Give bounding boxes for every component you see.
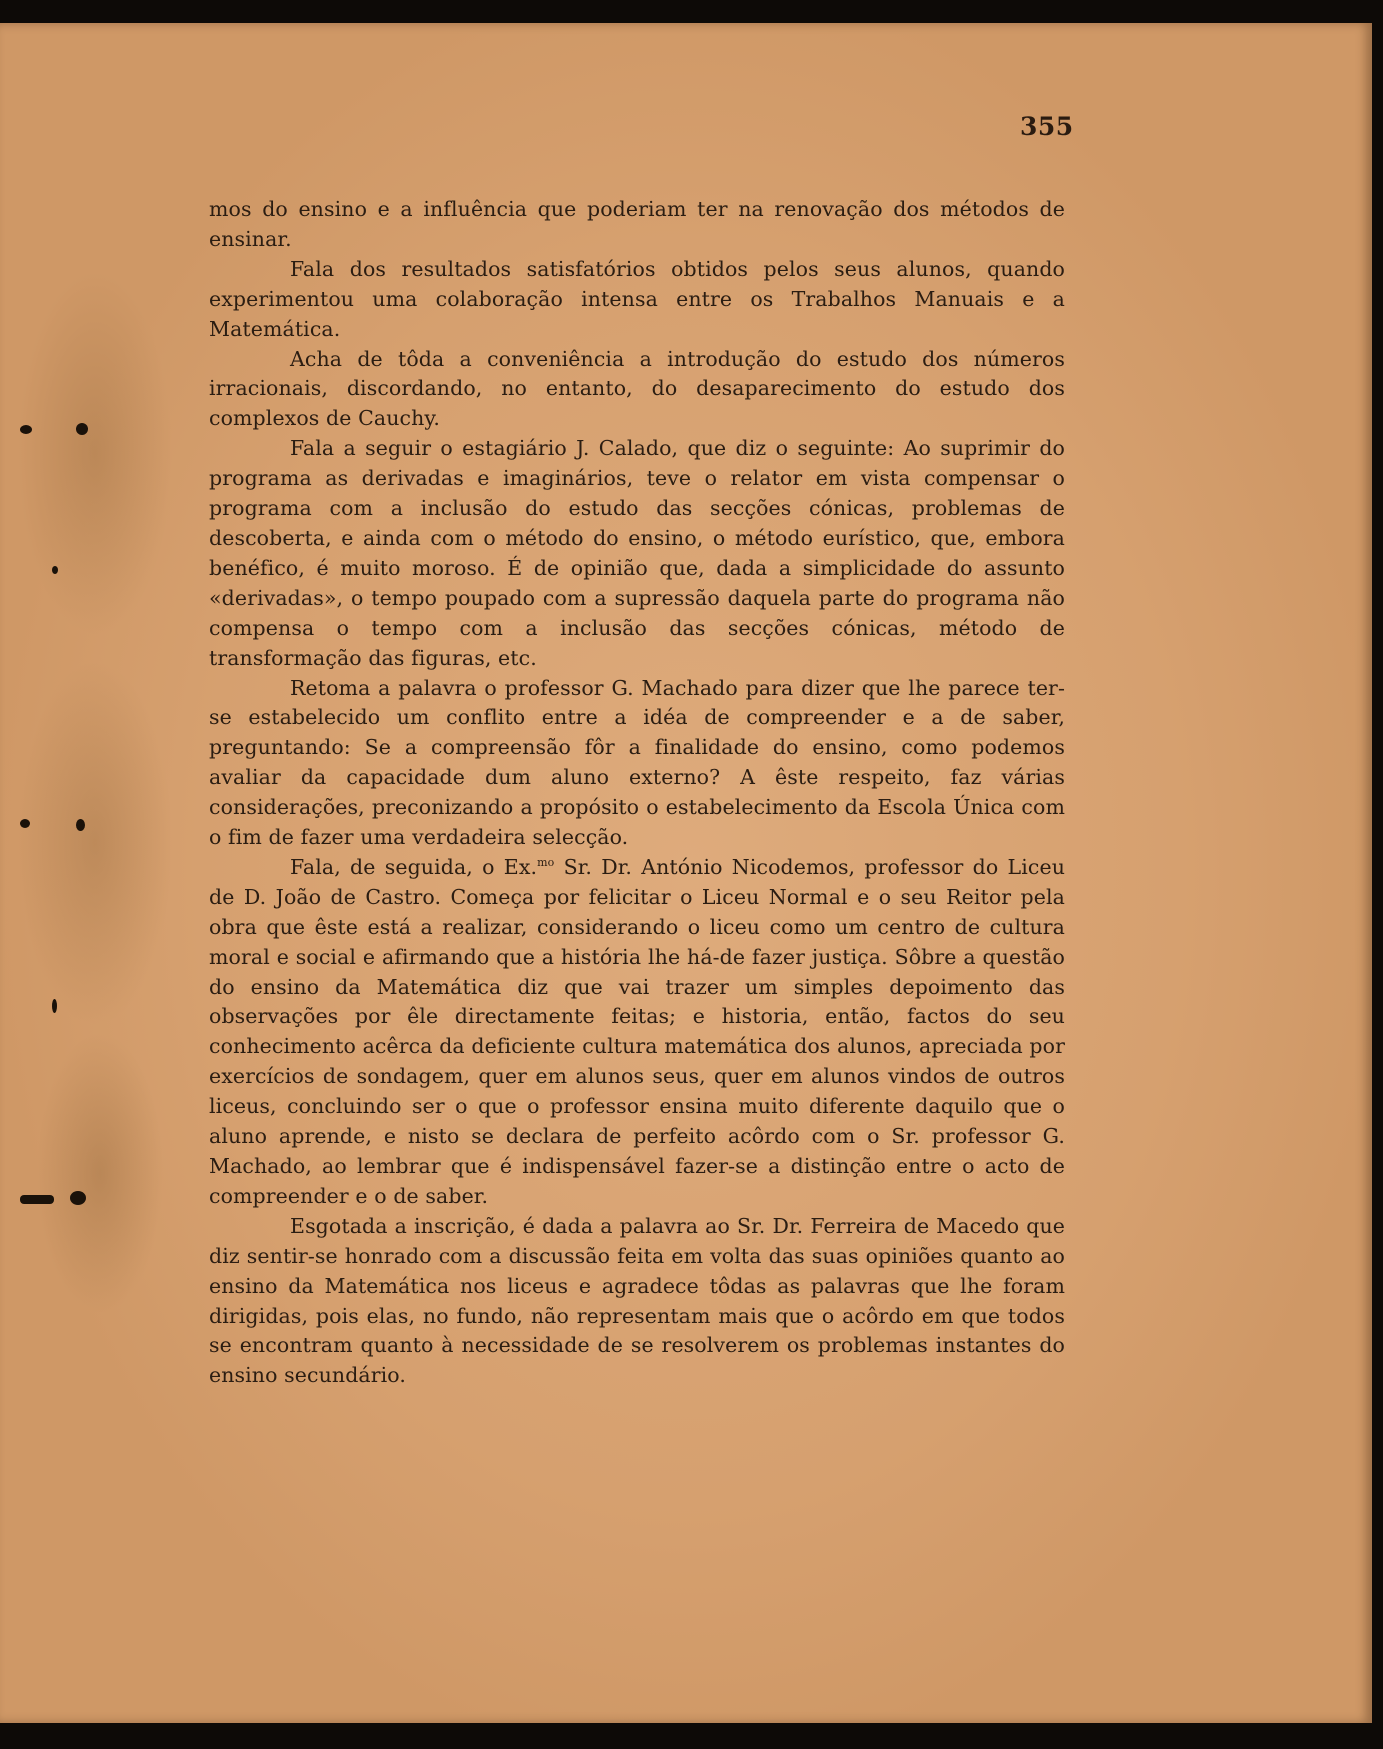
text-segment: Fala, de seguida, o Ex. [290,854,538,879]
margin-stain-mark [20,819,30,828]
paragraph: Fala a seguir o estagiário J. Calado, que diz o seguinte: Ao suprimir do programa as derivadas e imaginários, teve o relator em vista compensar o programa com a inclusão do estudo das secções cónicas, problemas de descoberta, e ainda com o método do ensino, o método eurístico, que, embora benéfico, é muito moroso. É de opinião que, dada a simplicidade do assunto «derivadas», o tempo poupado com a supressão daquela parte do programa não compensa o tempo com a inclusão das secções cónicas, método de transformação das figuras, etc. [209,436,1065,670]
margin-stain-mark [76,819,85,831]
paragraph [209,853,1065,1212]
paragraph: Acha de tôda a conveniência a introdução do estudo dos números irracionais, discordando, no entanto, do desaparecimento do estudo dos complexos de Cauchy. [209,346,1065,431]
paragraph-continuation: mos do ensino e a influência que poderiam ter na renovação dos métodos de ensinar. [209,197,1065,251]
paragraph: Esgotada a inscrição, é dada a palavra ao Sr. Dr. Ferreira de Macedo que diz sentir-se honrado com a discussão feita em volta das suas opiniões quanto ao ensino da Matemática nos liceus e agradece tôdas as palavras que lhe foram dirigidas, pois elas, no fundo, não representam mais que o acôrdo em que todos se encontram quanto à necessidade de se resolverem os problemas instantes do ensino secundário. [209,1213,1065,1388]
margin-stain-mark [20,1195,54,1204]
margin-stain-mark [52,999,57,1013]
page-number: 355 [1020,112,1074,141]
paragraph: Fala dos resultados satisfatórios obtidos pelos seus alunos, quando experimentou uma colaboração intensa entre os Trabalhos Manuais e a Matemática. [209,256,1065,341]
margin-stain-mark [52,566,58,574]
margin-stain-mark [70,1191,86,1205]
paragraph: Retoma a palavra o professor G. Machado para dizer que lhe parece ter-se estabelecido um conflito entre a idéa de compreender e a de saber, preguntando: Se a compreensão fôr a finalidade do ensino, como podemos avaliar da capacidade dum aluno externo? A êste respeito, faz várias considerações, preconizando a propósito o estabelecimento da Escola Única com o fim de fazer uma verdadeira selecção. [209,675,1065,850]
text-segment: Sr. Dr. António Nicodemos, professor do Liceu de D. João de Castro. Começa por felicitar o Liceu Normal e o seu Reitor pela obra que êste está a realizar, considerando o liceu como um centro de cultura moral e social e afirmando que a história lhe há-de fazer justiça. Sôbre a questão do ensino da Matemática diz que vai trazer um simples depoimento das observações por êle directamente feitas; e historia, então, factos do seu conhecimento acêrca da deficiente cultura matemática dos alunos, apreciada por exercícios de sondagem, quer em alunos seus, quer em alunos vindos de outros liceus, concluindo ser o que o professor ensina muito diferente daquilo que o aluno aprende, e nisto se declara de perfeito acôrdo com o Sr. professor G. Machado, ao lembrar que é indispensável fazer-se a distinção entre o acto de compreender e o de saber. [209,854,1066,1208]
paper-sheet [0,23,1372,1723]
margin-stain-mark [20,425,32,434]
margin-stain-mark [76,423,88,435]
page-body [209,195,1065,1391]
superscript-abbreviation: mo [537,856,555,870]
